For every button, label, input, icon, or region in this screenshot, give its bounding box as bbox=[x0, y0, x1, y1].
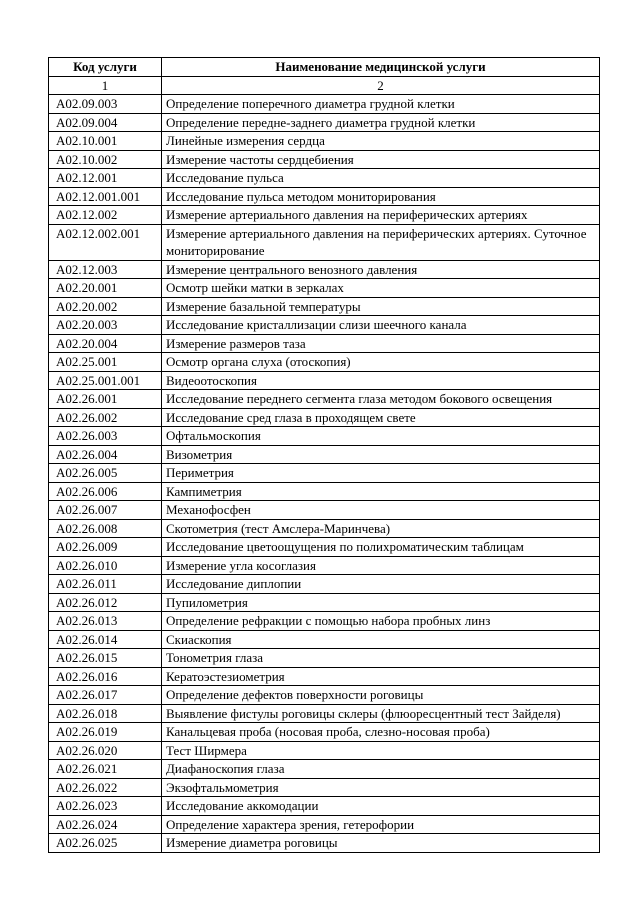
service-name: Скиаскопия bbox=[162, 630, 600, 649]
service-code: А02.12.001 bbox=[49, 169, 162, 188]
column-number-code: 1 bbox=[49, 76, 162, 95]
service-name: Выявление фистулы роговицы склеры (флюоресцентный тест Зайделя) bbox=[162, 704, 600, 723]
header-code: Код услуги bbox=[49, 58, 162, 77]
table-row bbox=[49, 667, 600, 686]
service-code: А02.26.020 bbox=[49, 741, 162, 760]
service-code: А02.26.003 bbox=[49, 427, 162, 446]
table-row bbox=[49, 113, 600, 132]
service-name: Измерение диаметра роговицы bbox=[162, 834, 600, 853]
service-code: А02.26.010 bbox=[49, 556, 162, 575]
service-code: А02.10.001 bbox=[49, 132, 162, 151]
service-code: А02.26.008 bbox=[49, 519, 162, 538]
service-name: Измерение артериального давления на периферических артериях bbox=[162, 206, 600, 225]
service-name: Измерение артериального давления на периферических артериях. Суточное мониторирование bbox=[162, 224, 600, 260]
service-code: А02.26.002 bbox=[49, 408, 162, 427]
service-name: Измерение центрального венозного давления bbox=[162, 260, 600, 279]
service-code: А02.26.018 bbox=[49, 704, 162, 723]
header-row bbox=[49, 58, 600, 77]
service-name: Исследование цветоощущения по полихроматическим таблицам bbox=[162, 538, 600, 557]
service-name: Диафаноскопия глаза bbox=[162, 760, 600, 779]
table-row bbox=[49, 778, 600, 797]
service-code: А02.09.003 bbox=[49, 95, 162, 114]
table-row bbox=[49, 686, 600, 705]
service-code: А02.26.019 bbox=[49, 723, 162, 742]
service-name: Тонометрия глаза bbox=[162, 649, 600, 668]
table-row bbox=[49, 797, 600, 816]
service-code: А02.26.011 bbox=[49, 575, 162, 594]
service-name: Исследование аккомодации bbox=[162, 797, 600, 816]
service-name: Офтальмоскопия bbox=[162, 427, 600, 446]
table-row bbox=[49, 334, 600, 353]
service-name: Определение передне-заднего диаметра грудной клетки bbox=[162, 113, 600, 132]
table-row bbox=[49, 723, 600, 742]
service-name: Периметрия bbox=[162, 464, 600, 483]
table-row bbox=[49, 279, 600, 298]
service-code: А02.26.012 bbox=[49, 593, 162, 612]
service-name: Исследование диплопии bbox=[162, 575, 600, 594]
table-row bbox=[49, 501, 600, 520]
service-name: Осмотр органа слуха (отоскопия) bbox=[162, 353, 600, 372]
service-name: Исследование сред глаза в проходящем свете bbox=[162, 408, 600, 427]
table-header bbox=[49, 58, 600, 95]
table-row bbox=[49, 482, 600, 501]
table-row bbox=[49, 538, 600, 557]
service-name: Пупилометрия bbox=[162, 593, 600, 612]
table-row bbox=[49, 316, 600, 335]
service-name: Измерение угла косоглазия bbox=[162, 556, 600, 575]
service-name: Определение дефектов поверхности роговицы bbox=[162, 686, 600, 705]
service-code: А02.12.002 bbox=[49, 206, 162, 225]
table-row bbox=[49, 260, 600, 279]
service-name: Кератоэстезиометрия bbox=[162, 667, 600, 686]
service-name: Визометрия bbox=[162, 445, 600, 464]
service-name: Осмотр шейки матки в зеркалах bbox=[162, 279, 600, 298]
service-code: А02.20.001 bbox=[49, 279, 162, 298]
service-code: А02.26.024 bbox=[49, 815, 162, 834]
table-row bbox=[49, 95, 600, 114]
table-row bbox=[49, 408, 600, 427]
header-name: Наименование медицинской услуги bbox=[162, 58, 600, 77]
table-row bbox=[49, 297, 600, 316]
service-name: Определение рефракции с помощью набора пробных линз bbox=[162, 612, 600, 631]
service-name: Измерение частоты сердцебиения bbox=[162, 150, 600, 169]
service-code: А02.20.002 bbox=[49, 297, 162, 316]
service-code: А02.26.021 bbox=[49, 760, 162, 779]
table-row bbox=[49, 834, 600, 853]
table-row bbox=[49, 353, 600, 372]
service-code: А02.10.002 bbox=[49, 150, 162, 169]
service-code: А02.26.001 bbox=[49, 390, 162, 409]
table-row bbox=[49, 556, 600, 575]
service-name: Определение поперечного диаметра грудной клетки bbox=[162, 95, 600, 114]
service-code: А02.26.015 bbox=[49, 649, 162, 668]
service-code: А02.26.022 bbox=[49, 778, 162, 797]
service-code: А02.20.003 bbox=[49, 316, 162, 335]
service-code: А02.25.001 bbox=[49, 353, 162, 372]
service-name: Определение характера зрения, гетерофории bbox=[162, 815, 600, 834]
service-name: Тест Ширмера bbox=[162, 741, 600, 760]
table-row bbox=[49, 519, 600, 538]
service-name: Видеоотоскопия bbox=[162, 371, 600, 390]
service-code: А02.12.003 bbox=[49, 260, 162, 279]
service-name: Скотометрия (тест Амслера-Маринчева) bbox=[162, 519, 600, 538]
service-name: Исследование пульса bbox=[162, 169, 600, 188]
service-code: А02.09.004 bbox=[49, 113, 162, 132]
service-name: Линейные измерения сердца bbox=[162, 132, 600, 151]
column-number-name: 2 bbox=[162, 76, 600, 95]
service-code: А02.26.004 bbox=[49, 445, 162, 464]
service-code: А02.12.001.001 bbox=[49, 187, 162, 206]
table-row bbox=[49, 815, 600, 834]
service-code: А02.20.004 bbox=[49, 334, 162, 353]
services-table bbox=[48, 57, 600, 853]
service-name: Измерение размеров таза bbox=[162, 334, 600, 353]
service-name: Исследование кристаллизации слизи шеечного канала bbox=[162, 316, 600, 335]
table-row bbox=[49, 169, 600, 188]
table-row bbox=[49, 132, 600, 151]
table-row bbox=[49, 464, 600, 483]
service-name: Кампиметрия bbox=[162, 482, 600, 501]
service-code: А02.26.017 bbox=[49, 686, 162, 705]
service-code: А02.26.025 bbox=[49, 834, 162, 853]
table-row bbox=[49, 630, 600, 649]
service-code: А02.26.014 bbox=[49, 630, 162, 649]
table-row bbox=[49, 390, 600, 409]
table-row bbox=[49, 206, 600, 225]
table-row bbox=[49, 760, 600, 779]
table-body bbox=[49, 95, 600, 853]
table-row bbox=[49, 445, 600, 464]
service-code: А02.12.002.001 bbox=[49, 224, 162, 260]
table-row bbox=[49, 612, 600, 631]
service-name: Измерение базальной температуры bbox=[162, 297, 600, 316]
service-code: А02.26.009 bbox=[49, 538, 162, 557]
table-row bbox=[49, 150, 600, 169]
table-row bbox=[49, 371, 600, 390]
service-code: А02.25.001.001 bbox=[49, 371, 162, 390]
table-row bbox=[49, 649, 600, 668]
service-code: А02.26.006 bbox=[49, 482, 162, 501]
table-row bbox=[49, 704, 600, 723]
service-code: А02.26.007 bbox=[49, 501, 162, 520]
service-name: Механофосфен bbox=[162, 501, 600, 520]
service-code: А02.26.005 bbox=[49, 464, 162, 483]
table-row bbox=[49, 741, 600, 760]
table-row bbox=[49, 187, 600, 206]
service-name: Исследование переднего сегмента глаза методом бокового освещения bbox=[162, 390, 600, 409]
service-name: Исследование пульса методом мониторирования bbox=[162, 187, 600, 206]
table-row bbox=[49, 593, 600, 612]
service-code: А02.26.023 bbox=[49, 797, 162, 816]
column-number-row bbox=[49, 76, 600, 95]
table-row bbox=[49, 575, 600, 594]
table-row bbox=[49, 224, 600, 260]
service-name: Канальцевая проба (носовая проба, слезно-носовая проба) bbox=[162, 723, 600, 742]
service-code: А02.26.013 bbox=[49, 612, 162, 631]
table-row bbox=[49, 427, 600, 446]
service-name: Экзофтальмометрия bbox=[162, 778, 600, 797]
service-code: А02.26.016 bbox=[49, 667, 162, 686]
